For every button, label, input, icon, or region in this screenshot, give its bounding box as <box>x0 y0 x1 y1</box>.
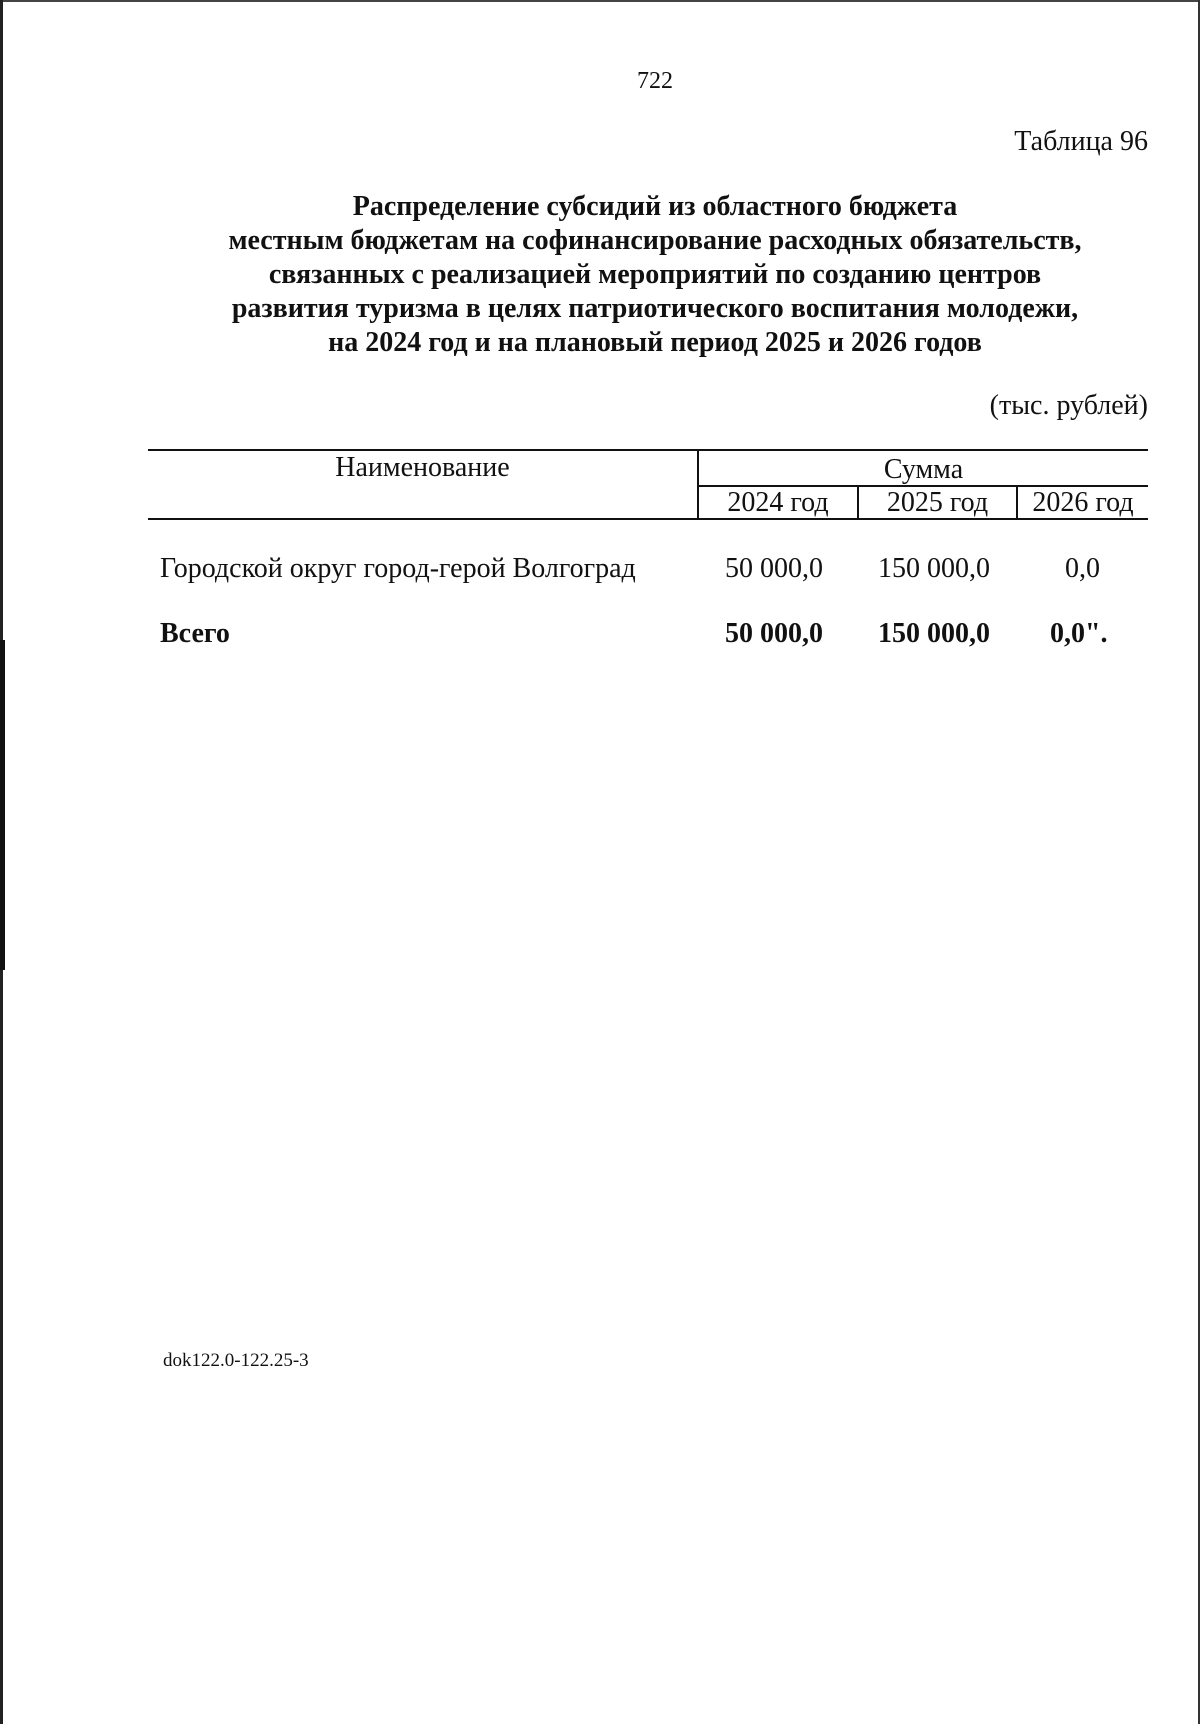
footer-document-code: dok122.0-122.25-3 <box>163 1350 309 1371</box>
document-title <box>150 190 1160 360</box>
title-line: развития туризма в целях патриотического воспитания молодежи, <box>231 293 1079 324</box>
header-year-2024: 2024 год <box>727 487 829 518</box>
total-label: Всего <box>160 618 230 649</box>
scan-edge-top <box>0 0 1200 2</box>
title-line: Распределение субсидий из областного бюджета <box>352 191 958 222</box>
row-value-2024: 50 000,0 <box>725 553 823 584</box>
scan-edge-left-dark <box>0 640 5 970</box>
units-label: (тыс. рублей) <box>989 390 1148 421</box>
total-value-2024: 50 000,0 <box>725 618 823 649</box>
title-line: местным бюджетам на софинансирование расходных обязательств, <box>228 225 1082 256</box>
title-line: связанных с реализацией мероприятий по созданию центров <box>268 259 1042 290</box>
header-name: Наименование <box>335 452 510 483</box>
header-year-2025: 2025 год <box>886 487 989 518</box>
page-number: 722 <box>637 68 673 94</box>
header-year-2026: 2026 год <box>1032 487 1134 518</box>
row-name: Городской округ город-герой Волгоград <box>160 553 636 584</box>
title-line: на 2024 год и на плановый период 2025 и 2026 годов <box>328 327 982 358</box>
total-value-2026: 0,0". <box>1050 618 1108 649</box>
total-value-2025: 150 000,0 <box>878 618 990 649</box>
header-sum: Сумма <box>883 454 964 485</box>
row-value-2026: 0,0 <box>1065 553 1100 584</box>
table-top-rule <box>148 449 1148 451</box>
row-value-2025: 150 000,0 <box>878 553 990 584</box>
table-label: Таблица 96 <box>1014 126 1148 157</box>
